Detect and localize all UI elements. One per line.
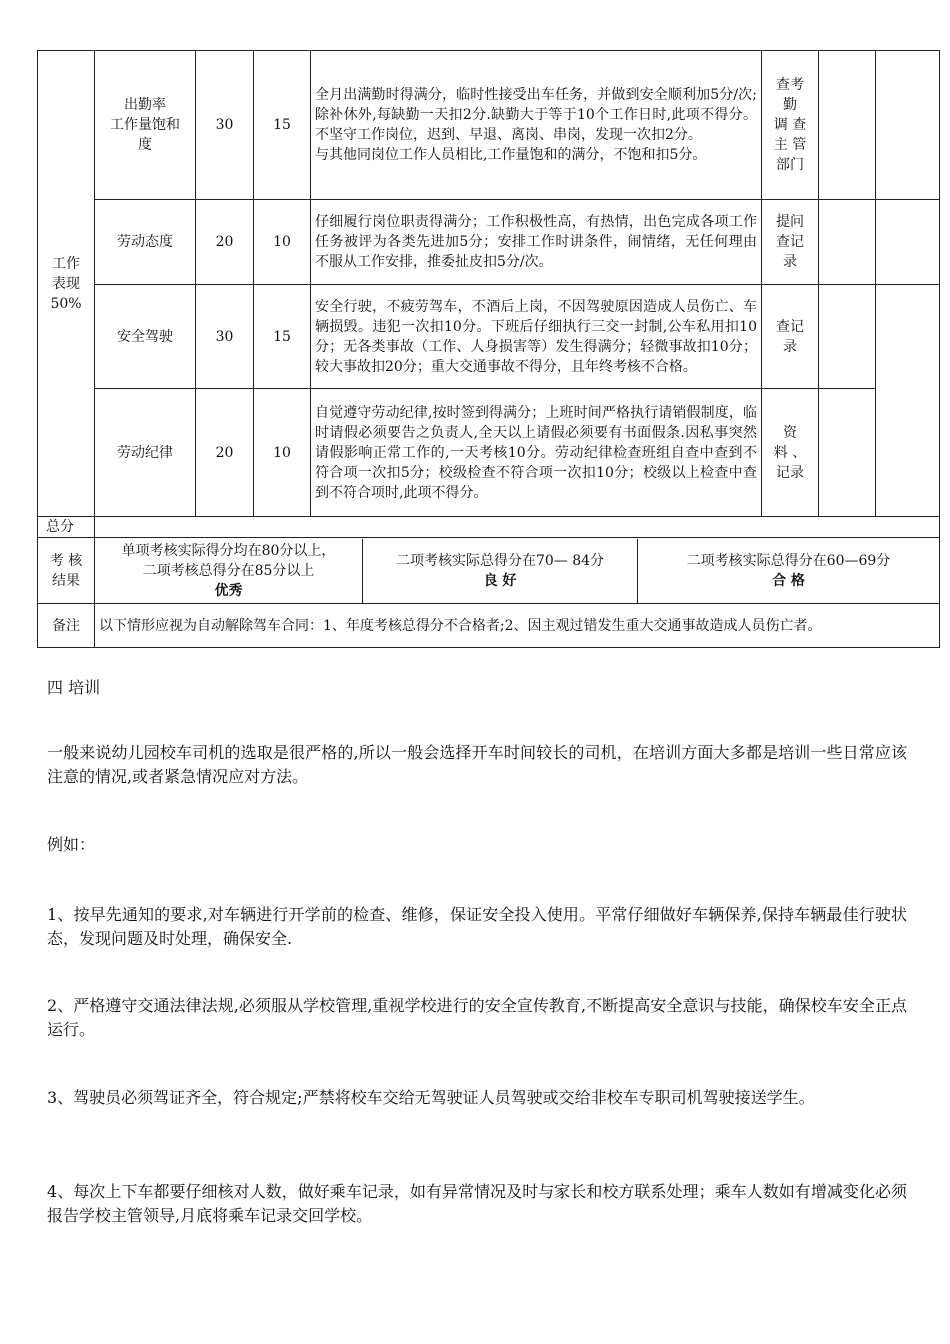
result-criteria: 二项考核实际总得分在70— 84分 (395, 552, 605, 569)
total-row (38, 517, 940, 538)
note-label: 备注 (38, 604, 95, 648)
score-cell: 20 (196, 389, 254, 517)
method-cell: 提问 查记 录 (762, 200, 819, 285)
result-pass (638, 539, 939, 603)
blank-cell (819, 285, 876, 389)
blank-cell (876, 51, 940, 200)
list-item: 3、驾驶员必须驾证齐全，符合规定;严禁将校车交给无驾驶证人员驾驶或交给非校车专职司机驾驶接送学生。 (47, 1088, 815, 1107)
list-item: 2、严格遵守交通法律法规,必须服从学校管理,重视学校进行的安全宣传教育,不断提高安全意识与技能，确保校车安全正点运行。 (47, 996, 907, 1039)
category-cell: 工作 表现 50% (38, 51, 95, 517)
assessment-table (37, 50, 940, 648)
criteria-cell: 安全行驶，不疲劳驾车，不酒后上岗，不因驾驶原因造成人员伤亡、车辆损毁。违犯一次扣10分。下班后仔细执行三交一封制,公车私用扣10分；无各类事故（工作、人身损害等）发生得满分；轻微事故扣10分；较大事故扣20分；重大交通事故不得分，且年终考核不合格。 (311, 285, 762, 389)
intro-paragraph: 一般来说幼儿园校车司机的选取是很严格的,所以一般会选择开车时间较长的司机，在培训方面大多都是培训一些日常应该注意的情况,或者紧急情况应对方法。 (47, 743, 907, 786)
table-row (38, 389, 940, 517)
result-criteria: 二项考核实际总得分在60—69分 (686, 552, 891, 569)
criteria-cell: 全月出满勤时得满分，临时性接受出车任务，并做到安全顺利加5分/次;除补休外,每缺勤一天扣2分.缺勤大于等于10个工作日时,此项不得分。不坚守工作岗位，迟到、早退、离岗、串岗，发现一次扣2分。 与其他同岗位工作人员相比,工作量饱和的满分，不饱和扣5分。 (311, 51, 762, 200)
note-row (38, 604, 940, 648)
result-excellent (95, 539, 363, 603)
method-cell: 查考 勤 调 查 主 管 部门 (762, 51, 819, 200)
item-cell: 劳动纪律 (95, 389, 196, 517)
method-cell: 查记 录 (762, 285, 819, 389)
blank-cell (819, 200, 876, 285)
result-criteria: 单项考核实际得分均在80分以上， 二项考核总得分在85分以上 (121, 542, 336, 579)
result-row (38, 538, 940, 604)
total-label: 总分 (38, 517, 95, 538)
blank-cell (819, 51, 876, 200)
base-cell: 10 (254, 200, 311, 285)
blank-cell (819, 389, 876, 517)
list-item: 1、按早先通知的要求,对车辆进行开学前的检查、维修，保证安全投入使用。平常仔细做好车辆保养,保持车辆最佳行驶状态，发现问题及时处理，确保安全. (47, 905, 907, 948)
section-heading: 四 培训 (47, 678, 101, 697)
total-value-cell (95, 517, 940, 538)
result-grade: 良 好 (483, 572, 517, 589)
example-label: 例如： (47, 835, 96, 854)
base-cell: 10 (254, 389, 311, 517)
note-text: 以下情形应视为自动解除驾车合同：1、年度考核总得分不合格者;2、因主观过错发生重大交通事故造成人员伤亡者。 (95, 604, 940, 648)
method-cell: 资 料 、 记录 (762, 389, 819, 517)
score-cell: 30 (196, 51, 254, 200)
item-cell: 出勤率 工作量饱和 度 (95, 51, 196, 200)
score-cell: 20 (196, 200, 254, 285)
table-row (38, 285, 940, 389)
item-cell: 劳动态度 (95, 200, 196, 285)
base-cell: 15 (254, 285, 311, 389)
list-item: 4、每次上下车都要仔细核对人数，做好乘车记录，如有异常情况及时与家长和校方联系处理；乘车人数如有增减变化必须报告学校主管领导,月底将乘车记录交回学校。 (47, 1182, 907, 1225)
base-cell: 15 (254, 51, 311, 200)
table-row (38, 51, 940, 200)
table-row (38, 200, 940, 285)
score-cell: 30 (196, 285, 254, 389)
result-good (363, 539, 638, 603)
result-grade: 优秀 (214, 582, 243, 599)
item-cell: 安全驾驶 (95, 285, 196, 389)
result-grade: 合 格 (772, 572, 805, 589)
blank-cell (876, 200, 940, 285)
criteria-cell: 仔细履行岗位职责得满分；工作积极性高，有热情，出色完成各项工作任务被评为各类先进加5分；安排工作时讲条件，闹情绪，无任何理由不服从工作安排，推委扯皮扣5分/次。 (311, 200, 762, 285)
blank-cell (876, 285, 940, 517)
result-label: 考 核 结果 (38, 538, 95, 604)
criteria-cell: 自觉遵守劳动纪律,按时签到得满分；上班时间严格执行请销假制度，临时请假必须要告之负责人,全天以上请假必须要有书面假条.因私事突然请假影响正常工作的,一天考核10分。劳动纪律检查班组自查中查到不符合项一次扣5分；校级检查不符合项一次扣10分；校级以上检查中查到不符合项时,此项不得分。 (311, 389, 762, 517)
result-cells (95, 538, 940, 604)
